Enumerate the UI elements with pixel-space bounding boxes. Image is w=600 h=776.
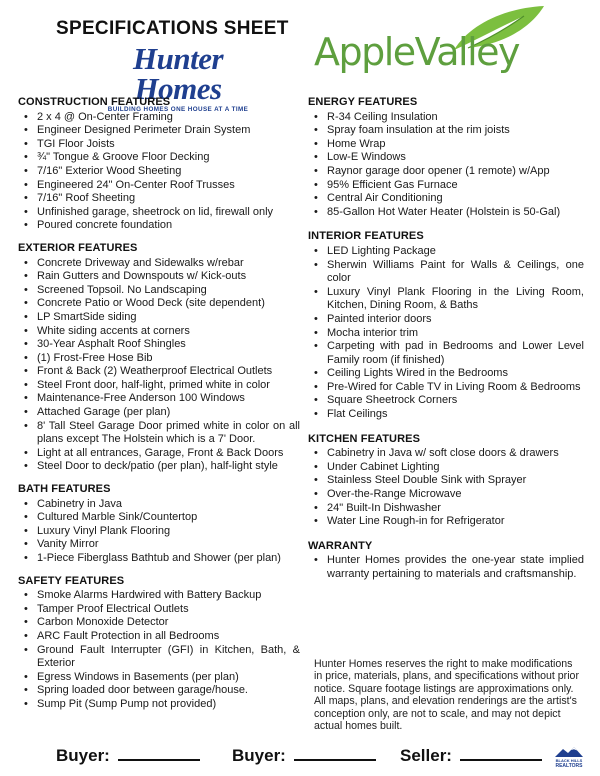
list-item: • Stainless Steel Double Sink with Sprayer — [308, 474, 584, 488]
list-item: • TGI Floor Joists — [18, 138, 300, 152]
list-item: • 30-Year Asphalt Roof Shingles — [18, 338, 300, 352]
list-item: • 8' Tall Steel Garage Door primed white in color on all plans except The Holstein which is a 7' Door. — [18, 420, 300, 447]
list-item: • Under Cabinet Lighting — [308, 461, 584, 475]
disclaimer-text: Hunter Homes reserves the right to make modifications in price, materials, plans, and specifications without prior notice. Square footage listings are approximations only. All maps, plans, and elevation renderings are the artist's conception only, are not to scale, and may not depict actual homes built. — [314, 658, 579, 733]
hunter-homes-logo-name: Hunter Homes — [132, 41, 224, 106]
right-column — [308, 96, 584, 591]
list-item: • Low-E Windows — [308, 151, 584, 165]
mountain-icon — [554, 746, 584, 758]
list-item: • Cabinetry in Java — [18, 498, 300, 512]
list-item: • Screened Topsoil. No Landscaping — [18, 284, 300, 298]
list-item: • Spring loaded door between garage/house. — [18, 684, 300, 698]
list-item: • Sump Pit (Sump Pump not provided) — [18, 698, 300, 712]
list-item: • Ceiling Lights Wired in the Bedrooms — [308, 367, 584, 381]
section-title: BATH FEATURES — [18, 483, 111, 496]
seller-label: Seller: — [400, 746, 452, 765]
list-item: • Steel Front door, half-light, primed white in color — [18, 379, 300, 393]
list-item: • Home Wrap — [308, 138, 584, 152]
list-item: • Flat Ceilings — [308, 408, 584, 422]
list-item: • Pre-Wired for Cable TV in Living Room & Bedrooms — [308, 381, 584, 395]
seller-signature-line[interactable] — [460, 745, 542, 761]
list-item: • R-34 Ceiling Insulation — [308, 111, 584, 125]
list-item: • 24" Built-In Dishwasher — [308, 502, 584, 516]
apple-valley-logo — [312, 4, 544, 84]
list-item: • 7/16" Exterior Wood Sheeting — [18, 165, 300, 179]
list-item: • Sherwin Williams Paint for Walls & Ceilings, one color — [308, 259, 584, 286]
list-item: • Maintenance-Free Anderson 100 Windows — [18, 392, 300, 406]
bath-section — [18, 483, 300, 566]
list-item: • Raynor garage door opener (1 remote) w/App — [308, 165, 584, 179]
list-item: • LED Lighting Package — [308, 245, 584, 259]
apple-valley-logo-text: AppleValley — [314, 30, 519, 74]
buyer-label: Buyer: — [232, 746, 286, 765]
construction-section — [18, 96, 300, 233]
logo-line-2: REALTORS — [555, 763, 583, 769]
list-item: • Luxury Vinyl Plank Flooring in the Living Room, Kitchen, Dining Room, & Baths — [308, 286, 584, 313]
safety-section — [18, 575, 300, 712]
seller-signature — [400, 745, 542, 766]
list-item: • Poured concrete foundation — [18, 219, 300, 233]
section-title: WARRANTY — [308, 539, 373, 552]
warranty-section — [308, 540, 584, 582]
exterior-section — [18, 242, 300, 474]
buyer-signature-line[interactable] — [118, 745, 200, 761]
list-item: • 95% Efficient Gas Furnace — [308, 179, 584, 193]
list-item: • LP SmartSide siding — [18, 311, 300, 325]
feature-list — [18, 111, 300, 233]
list-item: • Engineer Designed Perimeter Drain System — [18, 124, 300, 138]
logo-line-1: BLACK HILLS — [555, 758, 583, 763]
feature-list — [18, 498, 300, 566]
list-item: • 85-Gallon Hot Water Heater (Holstein is 50-Gal) — [308, 206, 584, 220]
list-item: • Spray foam insulation at the rim joists — [308, 124, 584, 138]
list-item: • Hunter Homes provides the one-year state implied warranty pertaining to materials and craftsmanship. — [308, 554, 584, 581]
list-item: • Over-the-Range Microwave — [308, 488, 584, 502]
section-title: CONSTRUCTION FEATURES — [18, 96, 171, 108]
feature-list — [308, 111, 584, 220]
feature-list — [18, 589, 300, 711]
list-item: • Egress Windows in Basements (per plan) — [18, 671, 300, 685]
page-title: SPECIFICATIONS SHEET — [56, 18, 289, 39]
list-item: • Cultured Marble Sink/Countertop — [18, 511, 300, 525]
hunter-homes-tagline: BUILDING HOMES ONE HOUSE AT A TIME — [107, 106, 249, 113]
list-item: • Painted interior doors — [308, 313, 584, 327]
list-item: • Water Line Rough-in for Refrigerator — [308, 515, 584, 529]
feature-list — [308, 245, 584, 422]
list-item: • Rain Gutters and Downspouts w/ Kick-outs — [18, 270, 300, 284]
list-item: • Tamper Proof Electrical Outlets — [18, 603, 300, 617]
list-item: • Cabinetry in Java w/ soft close doors & drawers — [308, 447, 584, 461]
list-item: • Mocha interior trim — [308, 327, 584, 341]
buyer-signature-line[interactable] — [294, 745, 376, 761]
list-item: • Smoke Alarms Hardwired with Battery Backup — [18, 589, 300, 603]
feature-list — [308, 447, 584, 529]
list-item: • Ground Fault Interrupter (GFI) in Kitchen, Bath, & Exterior — [18, 644, 300, 671]
section-title: EXTERIOR FEATURES — [18, 241, 138, 254]
black-hills-realtors-logo — [548, 746, 590, 769]
list-item: • Concrete Driveway and Sidewalks w/rebar — [18, 257, 300, 271]
list-item: • Carpeting with pad in Bedrooms and Lower Level Family room (if finished) — [308, 340, 584, 367]
feature-list — [18, 257, 300, 475]
list-item: • Light at all entrances, Garage, Front & Back Doors — [18, 447, 300, 461]
list-item: • Engineered 24" On-Center Roof Trusses — [18, 179, 300, 193]
left-column — [18, 96, 300, 721]
list-item: • ¾" Tongue & Groove Floor Decking — [18, 151, 300, 165]
kitchen-section — [308, 433, 584, 529]
list-item: • White siding accents at corners — [18, 325, 300, 339]
list-item: • 2 x 4 @ On-Center Framing — [18, 111, 300, 125]
section-title: INTERIOR FEATURES — [308, 230, 424, 243]
list-item: • (1) Frost-Free Hose Bib — [18, 352, 300, 366]
list-item: • Steel Door to deck/patio (per plan), half-light style — [18, 460, 300, 474]
list-item: • ARC Fault Protection in all Bedrooms — [18, 630, 300, 644]
section-title: SAFETY FEATURES — [18, 574, 125, 587]
section-title: KITCHEN FEATURES — [308, 432, 421, 445]
list-item: • Front & Back (2) Weatherproof Electrical Outlets — [18, 365, 300, 379]
list-item: • 1-Piece Fiberglass Bathtub and Shower (per plan) — [18, 552, 300, 566]
interior-section — [308, 230, 584, 421]
buyer-label: Buyer: — [56, 746, 110, 765]
list-item: • Luxury Vinyl Plank Flooring — [18, 525, 300, 539]
list-item: • Concrete Patio or Wood Deck (site dependent) — [18, 297, 300, 311]
list-item: • Vanity Mirror — [18, 538, 300, 552]
buyer-signature-1 — [56, 745, 200, 766]
list-item: • Unfinished garage, sheetrock on lid, firewall only — [18, 206, 300, 220]
list-item: • 7/16" Roof Sheeting — [18, 192, 300, 206]
list-item: • Central Air Conditioning — [308, 192, 584, 206]
feature-list — [308, 554, 584, 581]
list-item: • Attached Garage (per plan) — [18, 406, 300, 420]
list-item: • Carbon Monoxide Detector — [18, 616, 300, 630]
section-title: ENERGY FEATURES — [308, 96, 418, 108]
buyer-signature-2 — [232, 745, 376, 766]
energy-section — [308, 96, 584, 219]
list-item: • Square Sheetrock Corners — [308, 394, 584, 408]
